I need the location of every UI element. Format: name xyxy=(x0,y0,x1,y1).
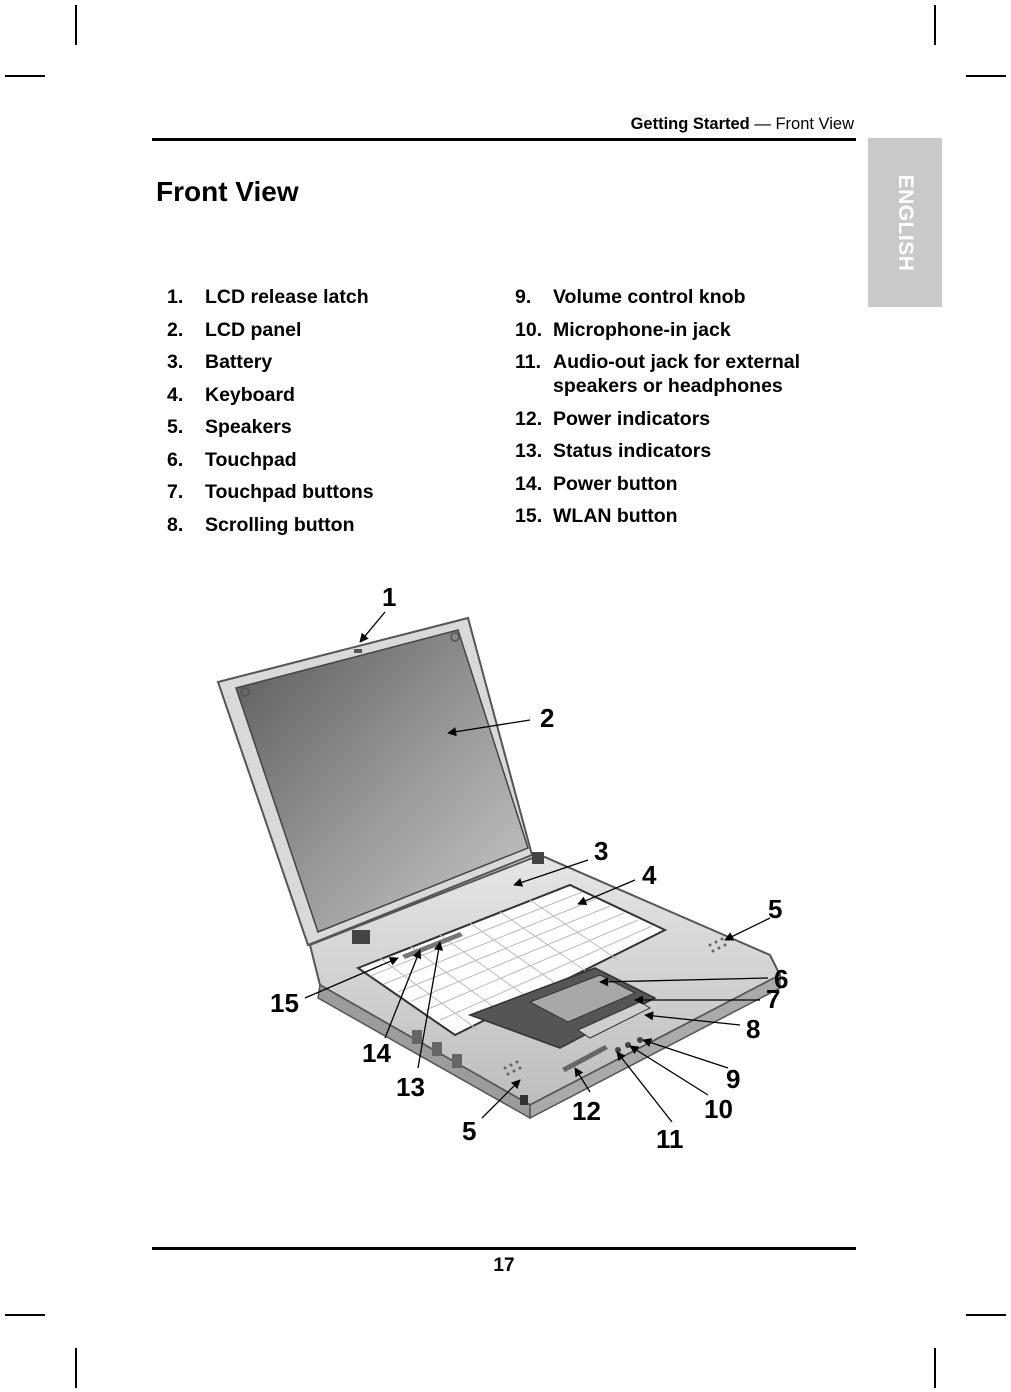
callout-5-top: 5 xyxy=(768,894,783,924)
header-topic: Front View xyxy=(775,115,854,133)
item-number: 8. xyxy=(167,513,184,536)
item-label: Audio-out jack for external speakers or headphones xyxy=(553,351,801,397)
item-label: Scrolling button xyxy=(205,513,355,536)
callout-6: 6 xyxy=(774,964,789,994)
callout-12: 12 xyxy=(572,1096,601,1126)
crop-mark xyxy=(5,75,45,77)
item-number: 5. xyxy=(167,416,184,438)
item-number: 6. xyxy=(167,448,184,471)
item-label: Battery xyxy=(205,351,273,373)
item-label: Speakers xyxy=(205,416,292,438)
item-label: Status indicators xyxy=(553,440,712,462)
list-item xyxy=(167,480,487,504)
header-separator: — xyxy=(749,115,776,133)
list-item xyxy=(515,504,835,528)
item-number: 13. xyxy=(515,440,543,462)
list-item xyxy=(515,318,835,342)
item-label: Keyboard xyxy=(205,383,295,406)
callout-13: 13 xyxy=(396,1072,425,1102)
list-item xyxy=(167,513,487,537)
callout-2: 2 xyxy=(540,703,555,733)
callout-5-bottom: 5 xyxy=(462,1116,477,1146)
crop-mark xyxy=(75,5,77,45)
crop-mark xyxy=(934,5,936,45)
item-number: 12. xyxy=(515,407,543,430)
list-item xyxy=(167,415,487,439)
item-label: Volume control knob xyxy=(553,286,746,308)
component-list-left xyxy=(167,285,487,545)
callout-1: 1 xyxy=(382,582,397,612)
page-title: Front View xyxy=(156,176,299,207)
item-label: Power indicators xyxy=(553,407,711,430)
item-label: LCD panel xyxy=(205,318,302,341)
callout-9: 9 xyxy=(726,1064,741,1094)
item-label: Touchpad xyxy=(205,448,297,471)
item-number: 10. xyxy=(515,318,543,341)
callout-15: 15 xyxy=(270,988,299,1018)
list-item xyxy=(167,318,487,342)
crop-mark xyxy=(934,1348,936,1388)
item-number: 4. xyxy=(167,383,184,406)
item-label: Touchpad buttons xyxy=(205,481,374,503)
footer-rule xyxy=(152,1247,856,1250)
item-label: WLAN button xyxy=(553,505,678,527)
item-number: 1. xyxy=(167,286,184,308)
header-section: Getting Started xyxy=(630,115,750,133)
language-tab xyxy=(868,138,942,307)
callout-14: 14 xyxy=(362,1038,391,1068)
callout-3: 3 xyxy=(594,836,609,866)
item-number: 15. xyxy=(515,505,543,527)
list-item xyxy=(167,350,487,374)
crop-mark xyxy=(5,1314,45,1316)
crop-mark xyxy=(966,75,1006,77)
page-number: 17 xyxy=(493,1255,515,1276)
callout-4: 4 xyxy=(642,860,657,890)
list-item xyxy=(167,285,487,309)
list-item xyxy=(167,448,487,472)
item-number: 14. xyxy=(515,472,543,495)
callout-11: 11 xyxy=(656,1124,684,1154)
callout-8: 8 xyxy=(746,1014,761,1044)
item-number: 3. xyxy=(167,351,184,373)
list-item xyxy=(515,350,835,398)
crop-mark xyxy=(75,1348,77,1388)
component-list-right xyxy=(515,285,835,537)
crop-mark xyxy=(966,1314,1006,1316)
list-item xyxy=(167,383,487,407)
item-number: 2. xyxy=(167,318,184,341)
callout-10: 10 xyxy=(704,1094,733,1124)
list-item xyxy=(515,407,835,431)
header-rule xyxy=(152,138,856,141)
callout-7: 7 xyxy=(766,984,781,1014)
item-label: Power button xyxy=(553,472,678,495)
laptop-front-view-figure xyxy=(200,578,820,1158)
item-number: 9. xyxy=(515,286,532,308)
item-label: Microphone-in jack xyxy=(553,318,731,341)
list-item xyxy=(515,439,835,463)
item-number: 7. xyxy=(167,481,184,503)
language-tab-label: ENGLISH xyxy=(894,174,917,271)
running-header xyxy=(152,115,854,134)
item-label: LCD release latch xyxy=(205,286,369,308)
item-number: 11. xyxy=(515,351,542,373)
list-item xyxy=(515,472,835,496)
list-item xyxy=(515,285,835,309)
